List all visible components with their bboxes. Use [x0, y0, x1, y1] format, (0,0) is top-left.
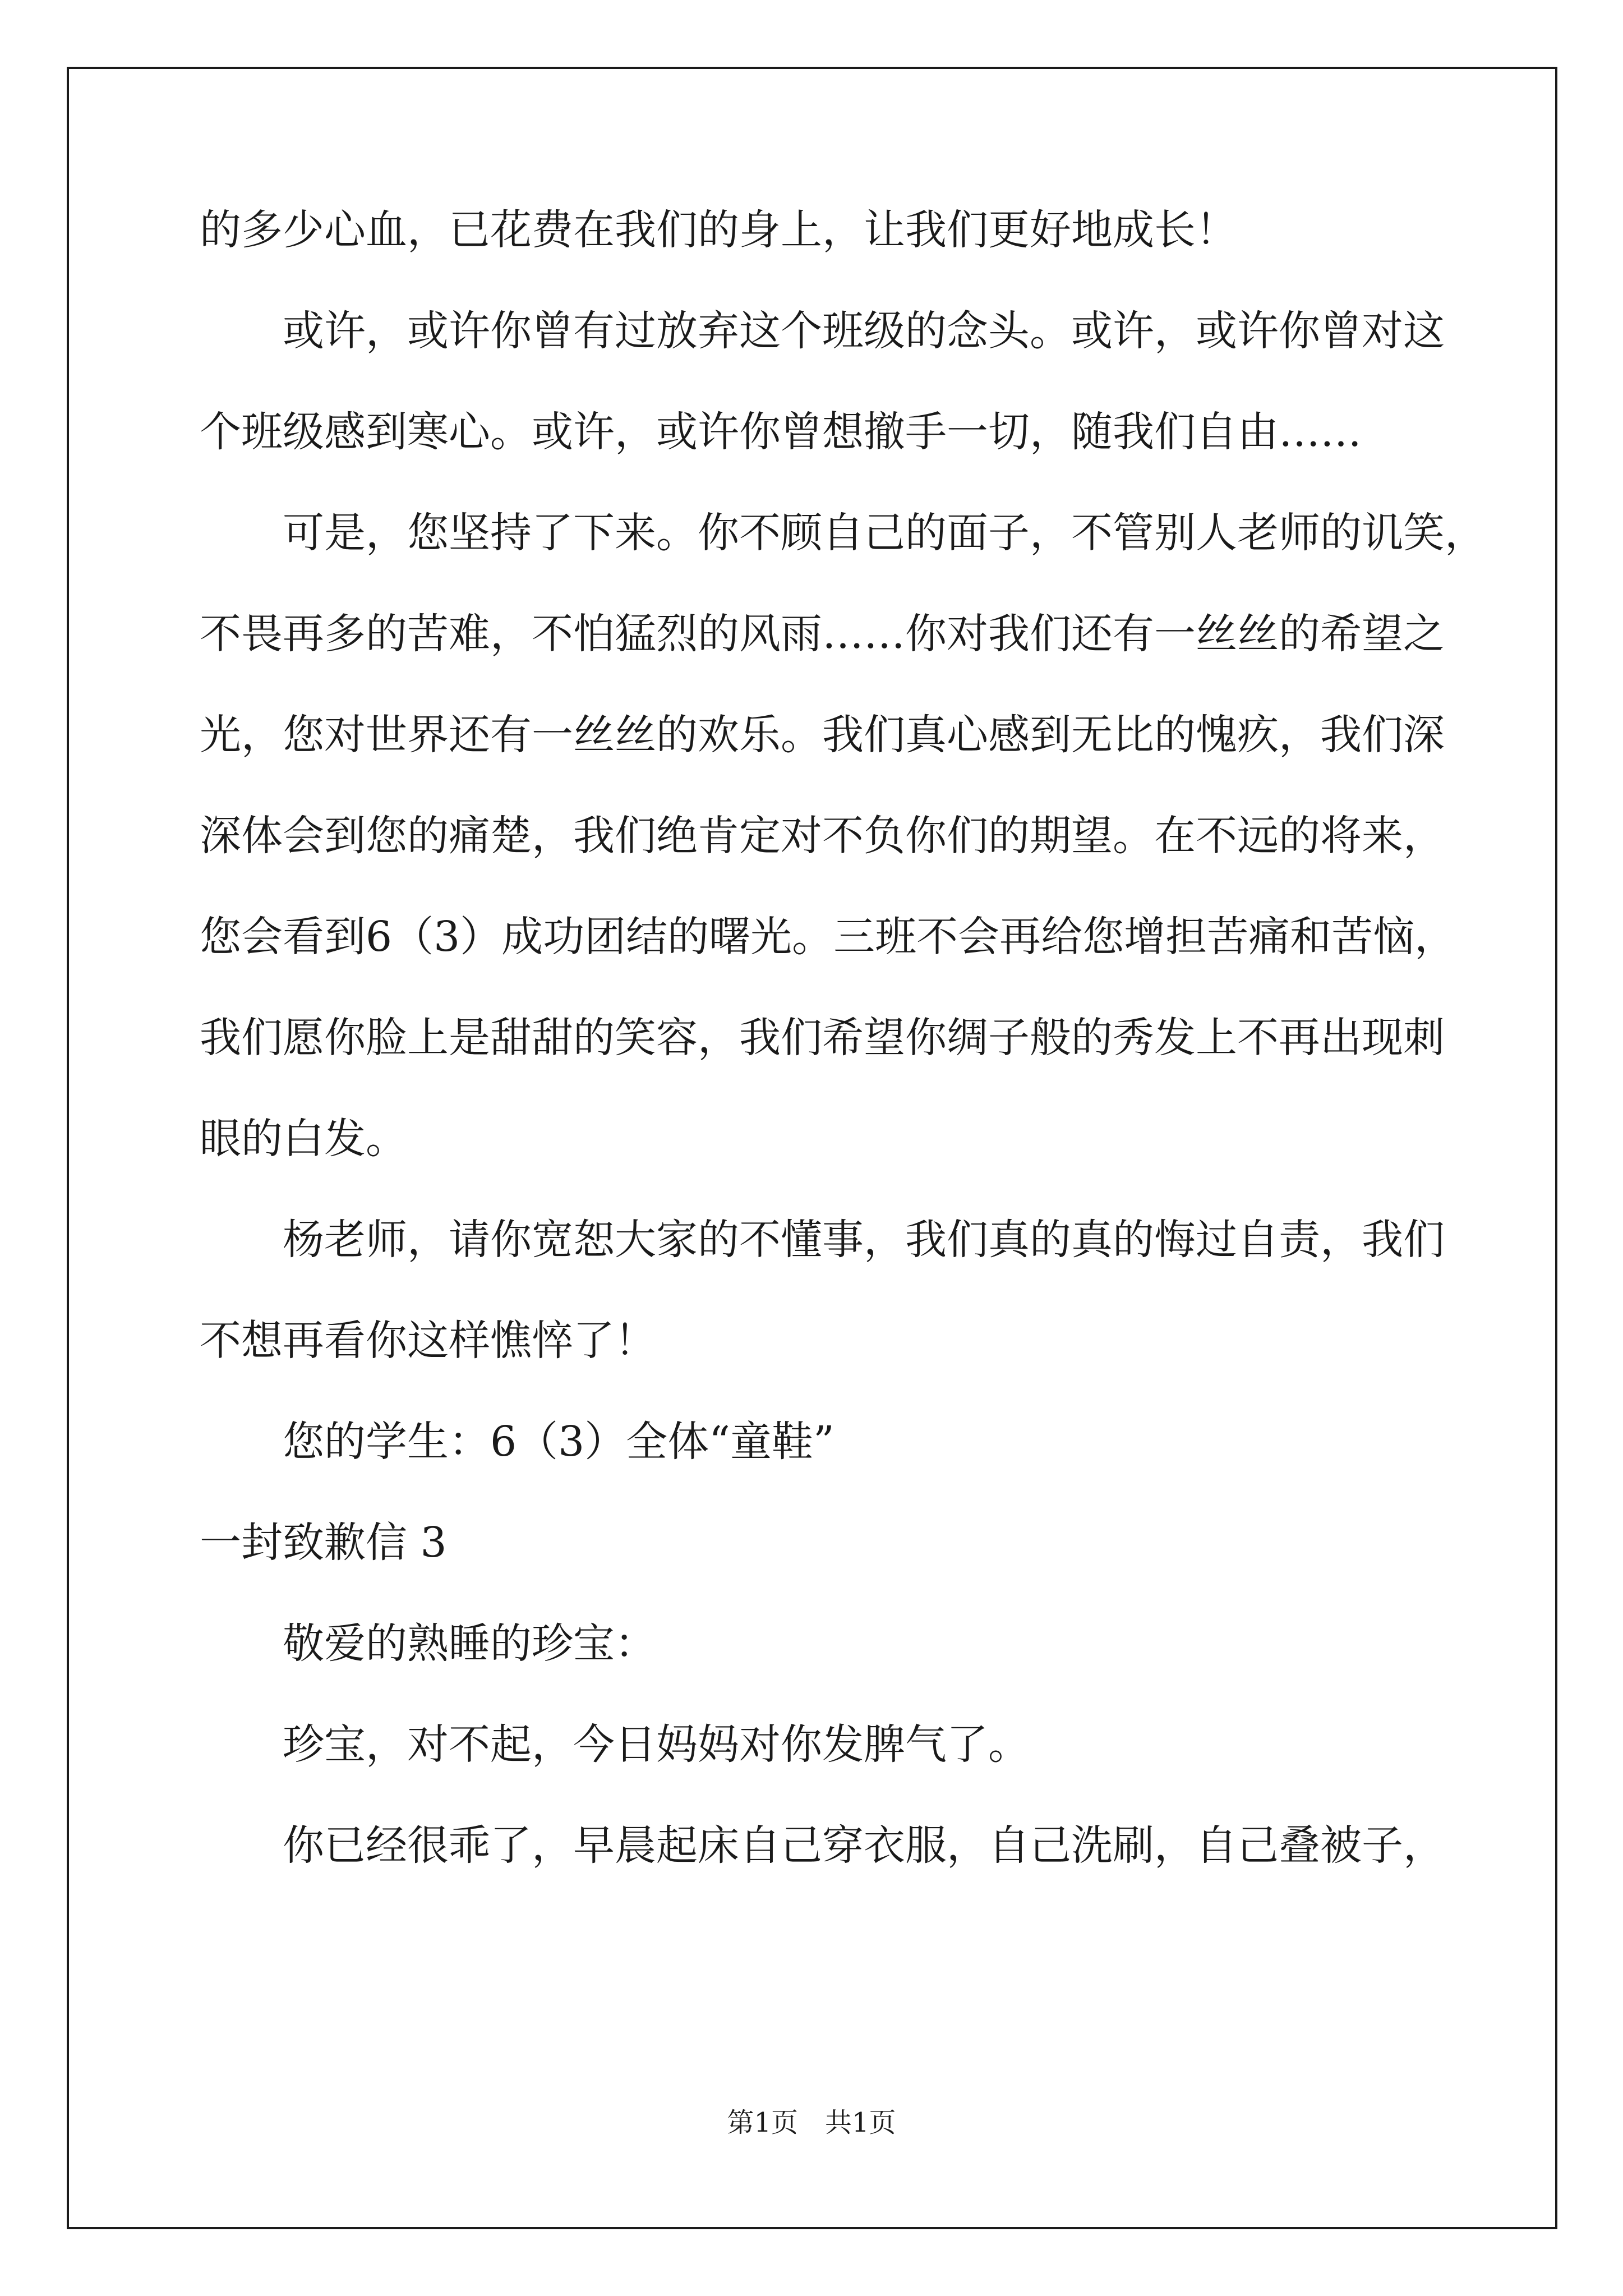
- page-footer: 第1页 共1页: [727, 2107, 896, 2138]
- salutation-line: 敬爱的熟睡的珍宝：: [200, 1619, 656, 1668]
- text-line: 个班级感到寒心。或许，或许你曾想撤手一切，随我们自由……: [200, 408, 1362, 456]
- text-line: 杨老师，请你宽恕大家的不懂事，我们真的真的悔过自责，我们: [200, 1216, 1445, 1264]
- text-line: 或许，或许你曾有过放弃这个班级的念头。或许，或许你曾对这: [200, 307, 1445, 355]
- text-line: 您会看到6（3）成功团结的曙光。三班不会再给您增担苦痛和苦恼，: [200, 913, 1456, 961]
- text-line: 眼的白发。: [200, 1115, 407, 1163]
- text-line: 不想再看你这样憔悴了！: [200, 1317, 656, 1365]
- signature-line: 您的学生：6（3）全体“童鞋”: [200, 1418, 834, 1466]
- text-line: 我们愿你脸上是甜甜的笑容，我们希望你绸子般的秀发上不再出现刺: [200, 1014, 1445, 1062]
- section-heading: 一封致歉信 3: [200, 1519, 447, 1567]
- text-line: 可是，您坚持了下来。你不顾自己的面子，不管别人老师的讥笑，: [200, 509, 1486, 557]
- text-line: 珍宝，对不起，今日妈妈对你发脾气了。: [200, 1720, 1030, 1769]
- text-line: 光，您对世界还有一丝丝的欢乐。我们真心感到无比的愧疚，我们深: [200, 711, 1445, 759]
- text-line: 不畏再多的苦难，不怕猛烈的风雨……你对我们还有一丝丝的希望之: [200, 610, 1445, 658]
- text-line: 的多少心血，已花费在我们的身上，让我们更好地成长！: [200, 206, 1237, 254]
- text-line: 深体会到您的痛楚，我们绝肯定对不负你们的期望。在不远的将来，: [200, 812, 1445, 860]
- text-line: 你已经很乖了，早晨起床自己穿衣服，自己洗刷，自己叠被子，: [200, 1821, 1445, 1870]
